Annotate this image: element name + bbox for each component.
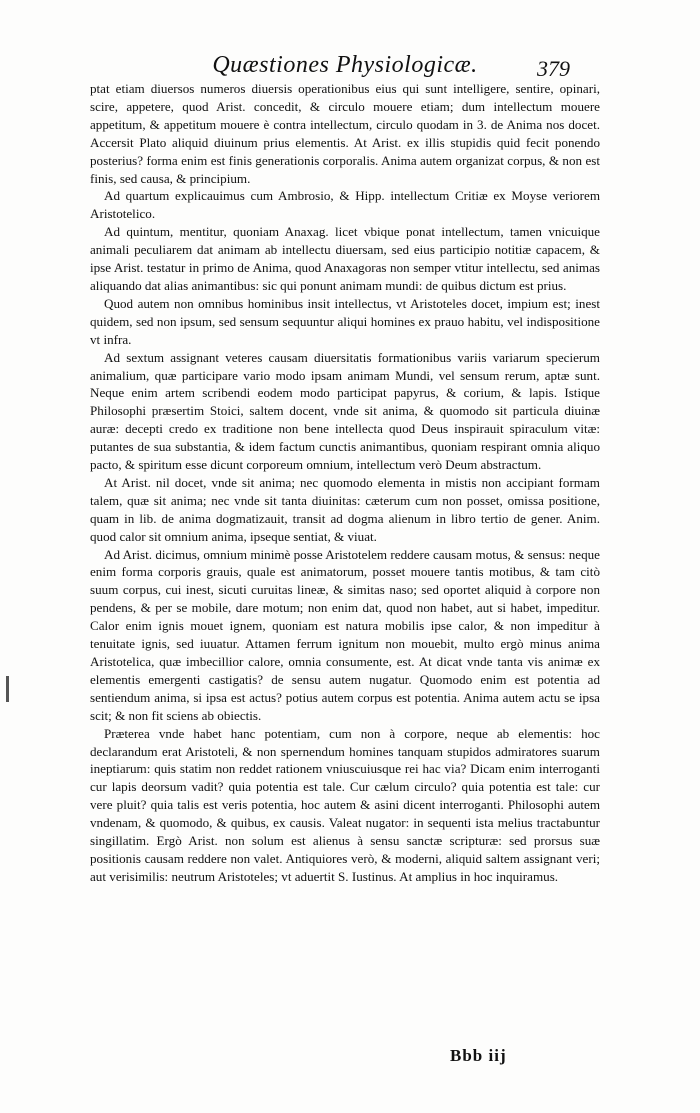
paragraph-ad-arist: Ad Arist. dicimus, omnium minimè posse Aristotelem reddere causam motus, & sensus: neque enim forma corporis grauis, quale est animatorum, posset mouere tantis motibus, & tam citò suum corpus, cui inest, sicuti curuitas lineæ, & simitas naso; sed oportet aliquid à corpore non pendens, & per se mobile, dare motum; non enim dat, quod non habet, aut si habet, impeditur. Calor enim ignis mouet ignem, quoniam est natura mobilis ipse calor, & non impeditur à tenuitate ignis, sed iuuatur. Attamen ferrum ignitum non mouebit, multo ergò minus anima Aristotelica, quæ imbecillior calore, omnia consumente, est. At dicat vnde tanta vis animæ ex elementis emergenti castigatis? de sensu autem nugatur. Quomodo enim est potentia ad sentiendum anima, si ipsa est actus? potius autem corpus est potentia. Anima autem actu se ipsa scit; & non fit sciens ab obiectis. [90,546,600,723]
paragraph-praeterea: Præterea vnde habet hanc potentiam, cum non à corpore, neque ab elementis: hoc declarandum erat Aristoteli, & non spernendum homines tanquam stupidos admiratores suarum ineptiarum: quis statim non reddet rationem vniuscuiusque rei hac via? Dicam enim interroganti cur lapis deorsum vadit? quia potentia est tale. Cur cælum circulo? quia potentia est tale: cur vere pluit? quia talis est veris potentia, hoc autem & asini dicent interroganti. Philosophi autem vndenam, & quomodo, & quibus, ex causis. Valeat nugator: in sequenti ista melius tractabuntur singillatim. Ergò Arist. non solum est alienus à sensu sanctæ scripturæ: sed prorsus suæ positionis causam reddere non valet. Antiquiores verò, & moderni, aliquid saltem assignant veri; aut verisimilis: neutrum Aristoteles; vt aduertit S. Iustinus. At amplius in hoc inquiramus. [90,725,600,884]
paragraph-ad-quintum: Ad quintum, mentitur, quoniam Anaxag. licet vbique ponat intellectum, tamen vnicuique animali peculiarem dat animam ab intellectu diuersam, sed eius participio notitiæ capacem, & ipse Arist. testatur in primo de Anima, quod Anaxagoras non semper vtitur intellectu, sed animas aliquando dat alias animantibus: sic qui ponunt animam mundi: de quibus dictum est prius. [90,224,600,293]
signature-mark: Bbb iij [450,1046,507,1065]
body-text [90,80,600,886]
margin-mark [6,676,9,702]
paragraph-ad-sextum: Ad sextum assignant veteres causam diuersitatis formationibus variis variarum specierum animalium, quæ participare vario modo ipsam animam Mundi, vel sensum rerum, aptæ sunt. Neque enim artem scribendi eodem modo participat papyrus, & corium, & lapis. Istique Philosophi præsertim Stoici, saltem docent, vnde sit anima, & quomodo sit particula diuinæ auræ: decepti credo ex traditione non bene intellecta quod Deus inspirauit spiraculum vitæ: putantes de sua substantia, & idem factum cunctis animantibus, quoniam respirant omnia aliquo pacto, & spiritum esse dicunt corporeum omnium, intellectum verò Deum abstractum. [90,349,600,473]
paragraph-continuation: ptat etiam diuersos numeros diuersis operationibus eius qui sunt intelligere, sentire, opinari, scire, appetere, quod Arist. concedit, & circulo mouere etiam; dum intellectum mouere appetitum, & appetitum mouere è contra intellectum, circulo quodam in 3. de Anima nos docet. Accersit Plato aliquid diuinum prius elementis. At Arist. ex illis stupidis quid fecit ponendo posterius? forma enim est finis generationis corporalis. Anima autem organizat corpus, & non est finis, sed causa, & principium. [90,81,600,186]
page-number: 379 [537,56,570,81]
page-header [90,52,600,82]
paragraph-ad-quartum: Ad quartum explicauimus cum Ambrosio, & Hipp. intellectum Critiæ ex Moyse veriorem Aristotelico. [90,188,600,222]
paragraph-quod-autem: Quod autem non omnibus hominibus insit intellectus, vt Aristoteles docet, impium est; inest quidem, sed non ipsum, sed sensum sequuntur aliqui homines ex prauo habitu, vel indispositione vt infra. [90,295,600,347]
paragraph-at-arist: At Arist. nil docet, vnde sit anima; nec quomodo elementa in mistis non accipiant formam talem, quæ sit anima; nec vnde sit tanta diuinitas: cæterum cum non posset, omissa positione, quam in lib. de anima dogmatizauit, transit ad dogma alienum in libro tertio de gener. Anim. quod calor sit omnium anima, ipseque sentiat, & viuat. [90,474,600,544]
running-head: Quæstiones Physiologicæ. [212,52,478,78]
